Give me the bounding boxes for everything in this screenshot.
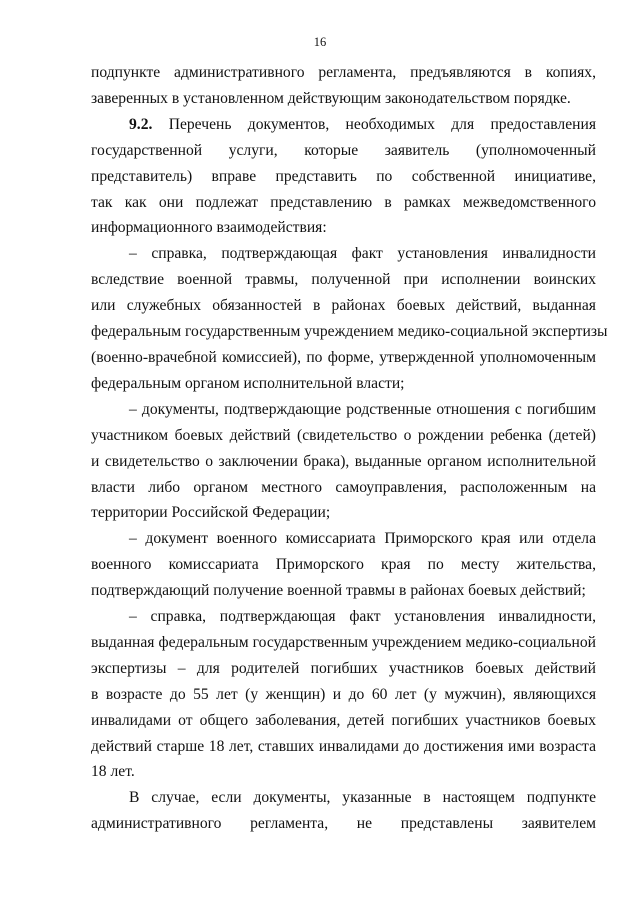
text-line <box>91 449 596 475</box>
line-text: подтверждающий получение военной травмы в районах боевых действий; <box>91 582 586 600</box>
text-line <box>91 682 596 708</box>
text-line <box>91 708 596 734</box>
text-line <box>91 397 596 423</box>
line-text: – документы, подтверждающие родственные отношения с погибшим <box>129 400 596 418</box>
text-line <box>91 267 596 293</box>
text-line <box>91 552 596 578</box>
text-line <box>91 526 596 552</box>
line-text: информационного взаимодействия: <box>91 219 327 237</box>
line-text: представитель) вправе представить по собственной инициативе, <box>91 167 596 185</box>
line-text: административного регламента, не представлены заявителем <box>91 815 596 833</box>
line-text: инвалидами от общего заболевания, детей погибших участников боевых <box>91 711 596 729</box>
line-text: участником боевых действий (свидетельство о рождении ребенка (детей) <box>91 426 596 444</box>
line-text: – документ военного комиссариата Приморского края или отдела <box>129 530 596 548</box>
line-text: или служебных обязанностей в районах боевых действий, выданная <box>91 297 596 315</box>
text-line <box>91 578 596 604</box>
line-text: федеральным государственным учреждением медико-социальной экспертизы <box>91 323 608 341</box>
line-text: территории Российской Федерации; <box>91 504 331 522</box>
line-text: Перечень документов, необходимых для предоставления <box>152 115 596 133</box>
text-line <box>91 656 596 682</box>
clause-number: 9.2. <box>129 115 153 133</box>
document-body <box>91 60 608 837</box>
line-text: экспертизы – для родителей погибших участников боевых действий <box>91 659 596 677</box>
text-line <box>91 423 596 449</box>
line-text: заверенных в установленном действующим законодательством порядке. <box>91 89 571 107</box>
text-line <box>91 60 596 86</box>
line-text: – справка, подтверждающая факт установления инвалидности <box>129 245 596 263</box>
line-text: военного комиссариата Приморского края по месту жительства, <box>91 556 596 574</box>
text-line <box>91 319 608 345</box>
text-line <box>91 604 596 630</box>
line-text: – справка, подтверждающая факт установления инвалидности, <box>129 608 596 626</box>
text-line <box>91 190 596 216</box>
text-line <box>91 475 596 501</box>
line-text: В случае, если документы, указанные в настоящем подпункте <box>129 789 596 807</box>
text-line <box>91 371 596 397</box>
line-text: выданная федеральным государственным учреждением медико-социальной <box>91 633 596 651</box>
line-text: власти либо органом местного самоуправления, расположенным на <box>91 478 596 496</box>
text-line <box>91 500 596 526</box>
text-line <box>91 86 596 112</box>
line-text: в возрасте до 55 лет (у женщин) и до 60 лет (у мужчин), являющихся <box>91 685 596 703</box>
line-text: так как они подлежат представлению в рамках межведомственного <box>91 193 596 211</box>
text-line <box>91 345 596 371</box>
text-line <box>91 293 596 319</box>
text-line <box>91 630 596 656</box>
text-line <box>91 215 596 241</box>
line-text: подпункте административного регламента, предъявляются в копиях, <box>91 64 596 81</box>
text-line <box>91 164 596 190</box>
page-number: 16 <box>313 35 327 49</box>
line-text: действий старше 18 лет, ставших инвалидами до достижения ими возраста <box>91 737 596 755</box>
line-text: и свидетельство о заключении брака), выданные органом исполнительной <box>91 452 596 470</box>
text-line <box>91 734 596 760</box>
line-text: государственной услуги, которые заявитель (уполномоченный <box>91 141 596 159</box>
text-line <box>91 759 596 785</box>
line-text: 18 лет. <box>91 763 135 781</box>
line-text: (военно-врачебной комиссией), по форме, утвержденной уполномоченным <box>91 348 596 366</box>
line-text: федеральным органом исполнительной власти; <box>91 374 405 392</box>
text-line <box>91 811 596 837</box>
text-line <box>91 112 596 138</box>
text-line <box>91 785 596 811</box>
line-text: вследствие военной травмы, полученной при исполнении воинских <box>91 271 596 289</box>
text-line <box>91 241 596 267</box>
text-line <box>91 138 596 164</box>
